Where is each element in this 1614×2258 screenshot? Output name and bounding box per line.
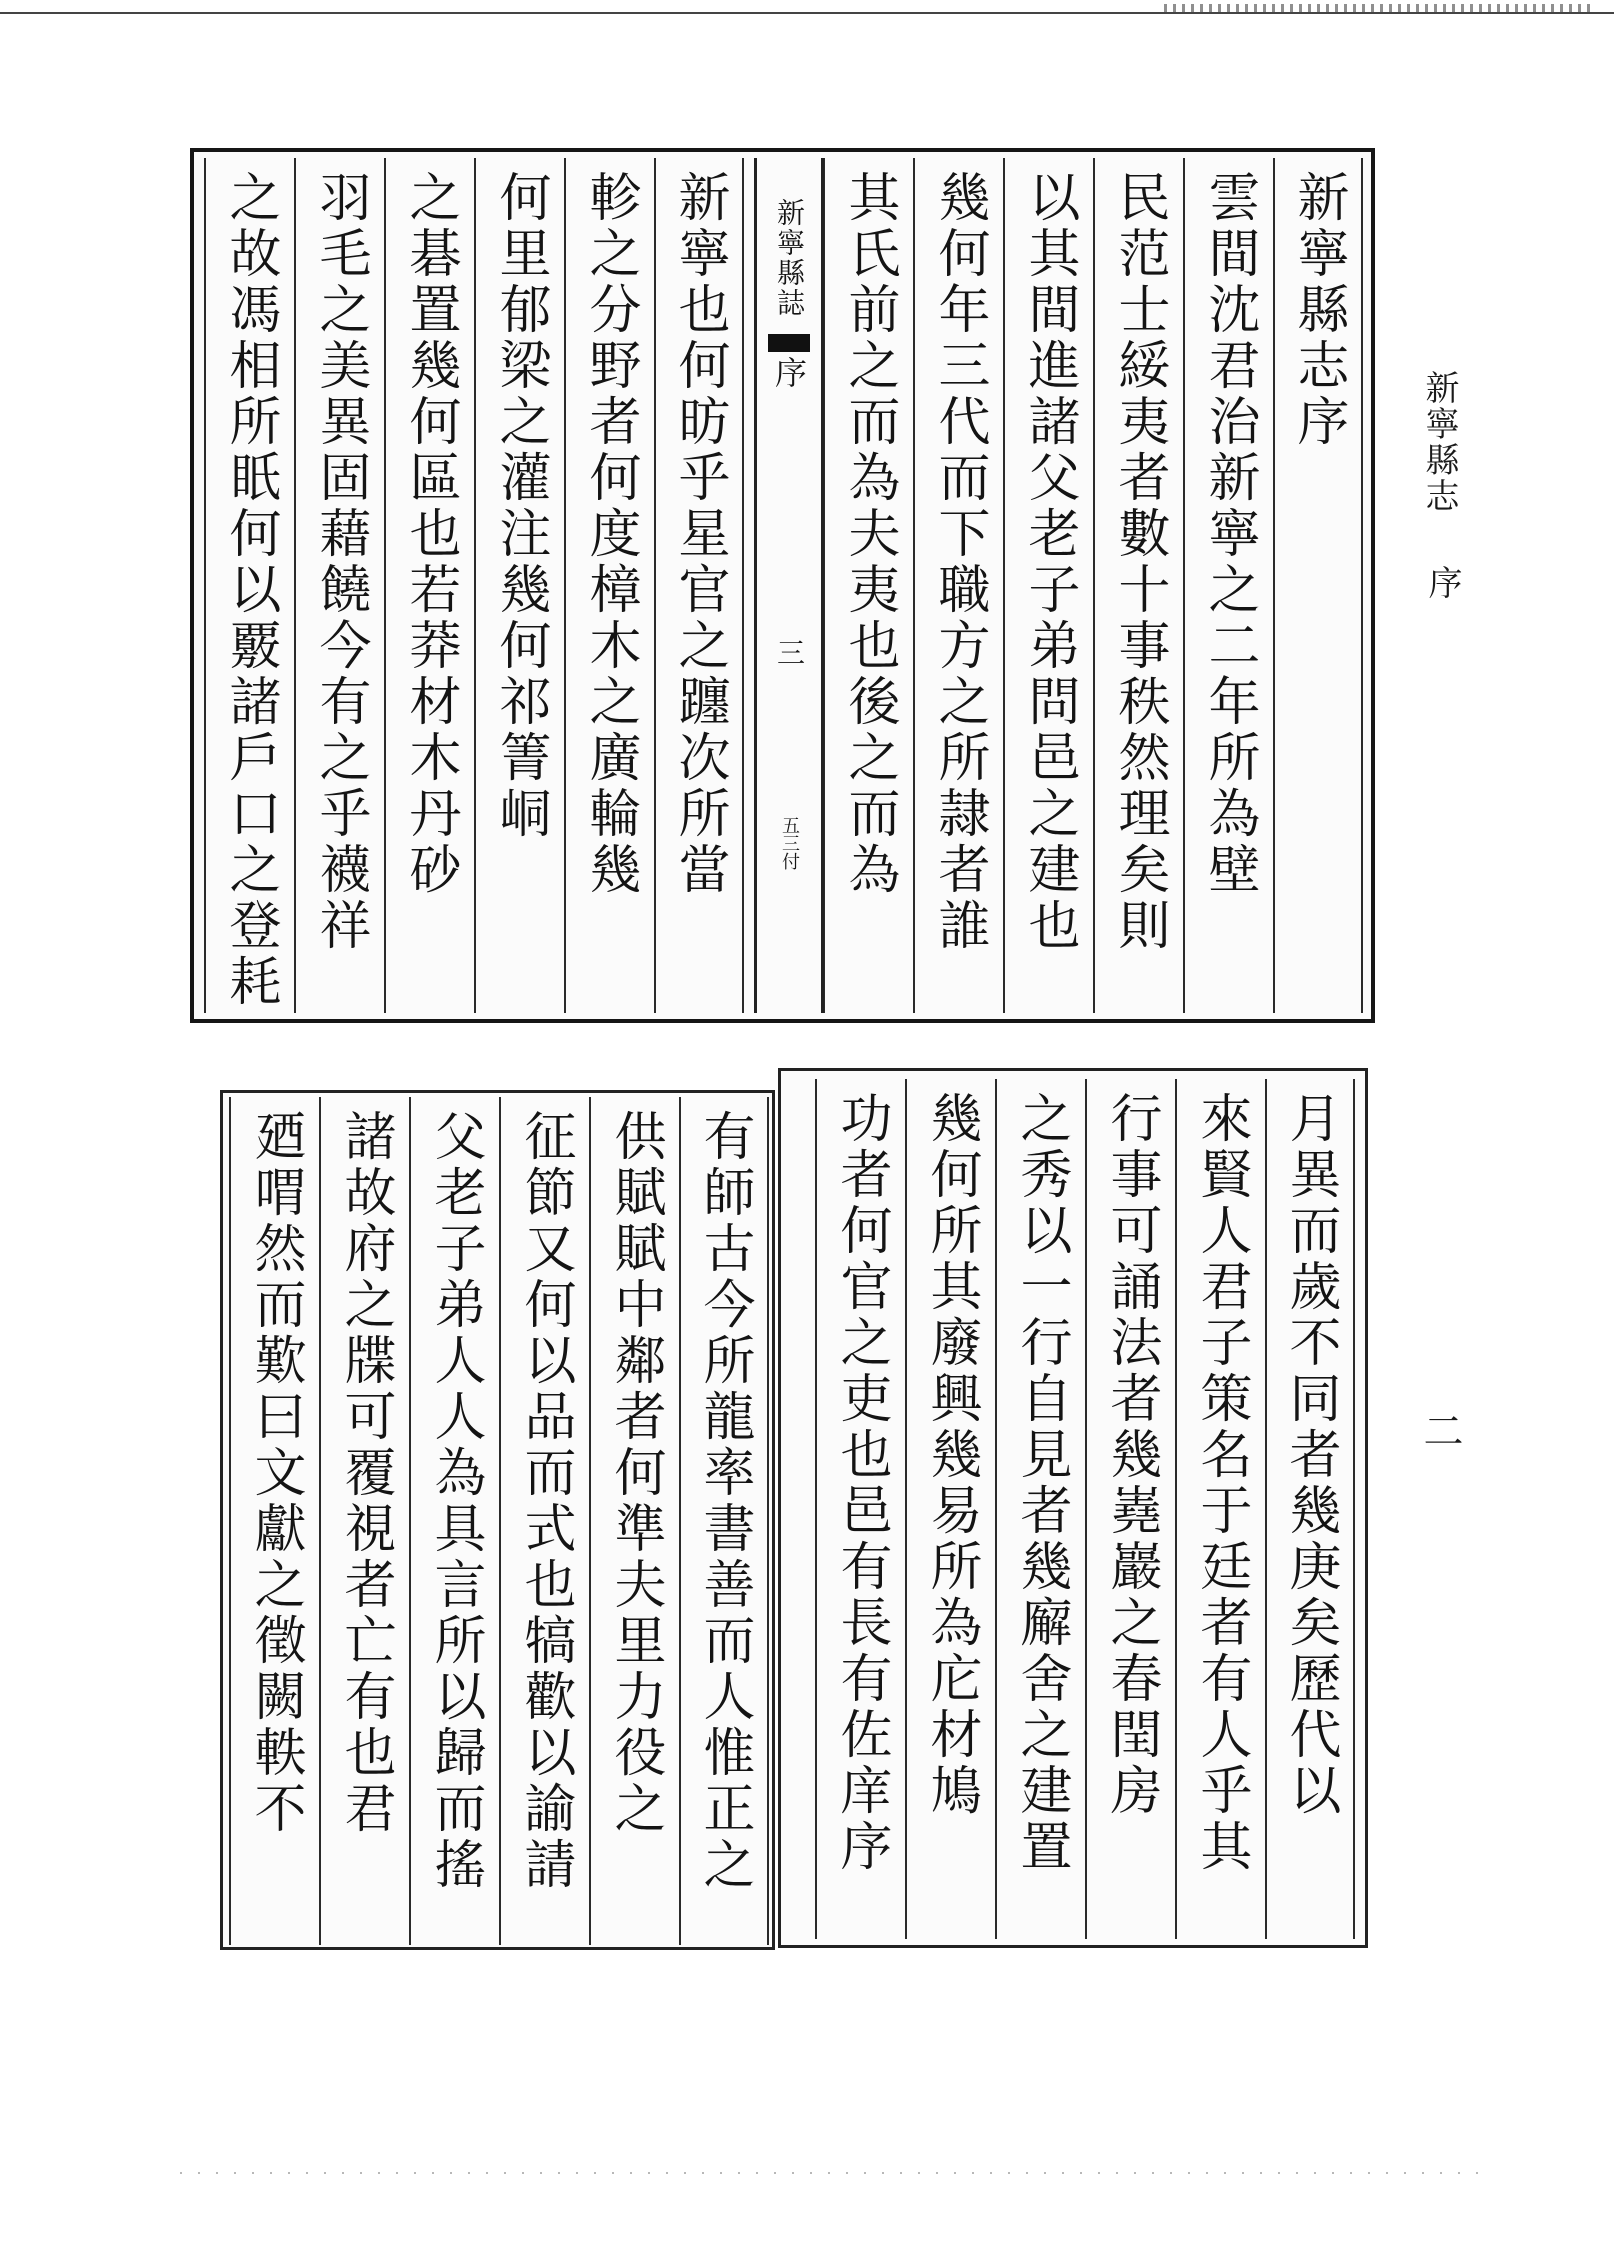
column-text: 征節又何以品而式也犒歡以諭請: [515, 1109, 575, 1893]
column-text: 新寧也何昉乎星官之躔次所當: [669, 170, 729, 898]
upper-center-gutter: [754, 158, 824, 1013]
text-column: [913, 158, 1003, 1013]
running-title: 新寧縣志: [1419, 370, 1459, 514]
text-column: [995, 1079, 1085, 1939]
fishtail-mark: [768, 334, 810, 352]
text-column: [564, 158, 654, 1013]
column-text: 廼喟然而歎曰文獻之徵闕軼不: [245, 1109, 305, 1837]
page-number: 二: [1417, 1410, 1463, 1450]
column-text: 幾何所其廢興幾易所為庀材鳩: [921, 1091, 981, 1819]
column-text: 之故馮相所眂何以覈諸戶口之登耗: [220, 170, 280, 1010]
column-text: 何里郁梁之灌注幾何祁箐峒: [490, 170, 550, 842]
text-column: [1085, 1079, 1175, 1939]
column-text: 月異而歲不同者幾庚矣歷代以: [1280, 1091, 1340, 1819]
upper-left-page: [202, 158, 744, 1013]
upper-folio-panel: [190, 148, 1375, 1023]
text-column: [1175, 1079, 1265, 1939]
text-column: [1183, 158, 1273, 1013]
scan-bottom-noise: [180, 2172, 1480, 2174]
text-column: [499, 1097, 589, 1945]
upper-right-page: [821, 158, 1363, 1013]
gutter-title: 新寧縣誌: [773, 198, 806, 318]
column-text: 其氏前之而為夫夷也後之而為: [839, 170, 899, 898]
text-column: [1273, 158, 1363, 1013]
column-text: 軫之分野者何度樟木之廣輪幾: [580, 170, 640, 898]
column-text: 以其間進諸父老子弟問邑之建也: [1019, 170, 1079, 954]
scan-edge-noise: [1164, 4, 1594, 12]
text-column: [204, 158, 294, 1013]
column-text: 功者何官之吏也邑有長有佐庠序: [831, 1091, 891, 1875]
text-column: [589, 1097, 679, 1945]
column-text: 羽毛之美異固藉饒今有之乎襪祥: [310, 170, 370, 954]
column-text: 之秀以一行自見者幾廨舍之建置: [1011, 1091, 1071, 1875]
text-column: [1093, 158, 1183, 1013]
text-column: [474, 158, 564, 1013]
column-text: 供賦賦中鄰者何準夫里力役之: [605, 1109, 665, 1837]
column-text: 民范士綏夷者數十事秩然理矣則: [1109, 170, 1169, 954]
lower-right-page: [810, 1079, 1355, 1939]
column-text: 來賢人君子策名于廷者有人乎其: [1191, 1091, 1251, 1875]
text-column: [319, 1097, 409, 1945]
column-text: 之碁置幾何區也若莽材木丹砂: [400, 170, 460, 898]
text-column: [823, 158, 913, 1013]
gutter-juan: 序: [770, 356, 808, 388]
text-column: [1265, 1079, 1355, 1939]
column-text: 有師古今所龍率書善而人惟正之: [694, 1109, 754, 1893]
column-text: 諸故府之牒可覆視者亡有也君: [335, 1109, 395, 1837]
text-column: [1003, 158, 1093, 1013]
gutter-marker: 五三付: [779, 816, 800, 870]
text-column: [384, 158, 474, 1013]
column-text: 父老子弟人人為具言所以歸而搖: [425, 1109, 485, 1893]
column-text: 行事可誦法者幾嶤巖之春閏房: [1101, 1091, 1161, 1819]
text-column: [654, 158, 744, 1013]
text-column: [815, 1079, 905, 1939]
lower-left-page: [229, 1097, 769, 1945]
section-label: 序: [1422, 565, 1462, 599]
text-column: [905, 1079, 995, 1939]
text-column: [679, 1097, 769, 1945]
preface-title: 新寧縣志序: [1288, 170, 1348, 450]
text-column: [409, 1097, 499, 1945]
text-column: [294, 158, 384, 1013]
column-text: 幾何年三代而下職方之所隷者誰: [929, 170, 989, 954]
text-column: [229, 1097, 319, 1945]
lower-right-panel: [778, 1068, 1368, 1948]
lower-left-panel: [220, 1090, 775, 1950]
column-text: 雲間沈君治新寧之二年所為壁: [1199, 170, 1259, 898]
gutter-folio: 三: [773, 638, 806, 666]
page-top-rule: [0, 12, 1614, 14]
